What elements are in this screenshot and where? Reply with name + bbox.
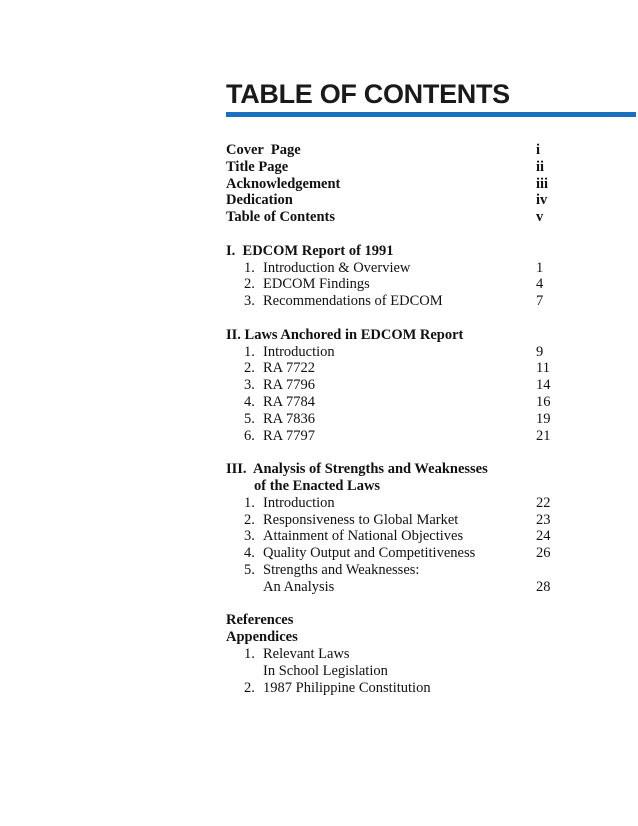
toc-entry-page: 9 <box>536 343 544 360</box>
toc-entry-page: ii <box>536 158 545 175</box>
entry-number: 4. <box>244 545 255 562</box>
entry-number: 1. <box>244 343 255 360</box>
toc-entry-page: 16 <box>536 393 551 410</box>
spacer <box>226 444 556 461</box>
spacer <box>226 310 556 327</box>
toc-entry-label <box>244 512 458 529</box>
toc-entry-appendix-1[interactable] <box>226 646 556 663</box>
toc-entry-label <box>244 495 335 512</box>
page-title: TABLE OF CONTENTS <box>226 79 510 109</box>
toc-entry-page: 7 <box>536 293 544 310</box>
entry-text: Relevant Laws <box>263 645 350 662</box>
entry-number: 3. <box>244 377 255 394</box>
toc-entry-label <box>244 428 315 445</box>
toc-entry-dedication[interactable] <box>226 192 556 209</box>
entry-text: Introduction <box>263 343 335 360</box>
toc-entry-page: 24 <box>536 528 551 545</box>
toc-entry-s2-3[interactable] <box>226 377 556 394</box>
entry-text: RA 7836 <box>263 410 315 427</box>
entry-text: Attainment of National Objectives <box>263 528 464 545</box>
entry-text: RA 7722 <box>263 360 315 377</box>
entry-number: 6. <box>244 427 255 444</box>
toc-entry-page: iv <box>536 192 548 209</box>
toc-entry-page: 11 <box>536 360 550 377</box>
entry-text: Quality Output and Competitiveness <box>263 545 476 562</box>
toc-entry-page: 28 <box>536 578 551 595</box>
entry-text: Strengths and Weaknesses: <box>263 561 420 578</box>
toc-entry-appendices[interactable] <box>226 629 556 646</box>
entry-number: 1. <box>244 645 255 662</box>
toc-entry-s2-4[interactable] <box>226 394 556 411</box>
toc-entry-page: 1 <box>536 259 544 276</box>
entry-number: 2. <box>244 679 255 696</box>
toc-entry-page: i <box>536 142 541 158</box>
toc-entry-s3-5[interactable] <box>226 562 556 579</box>
toc-entry-table-of-contents[interactable] <box>226 209 556 226</box>
toc-entry-label <box>244 680 431 697</box>
entry-number: 3. <box>244 293 255 310</box>
toc-entry-page: 4 <box>536 276 544 293</box>
entry-text: In School Legislation <box>263 662 388 679</box>
spacer <box>226 596 556 613</box>
toc-entry-s2-2[interactable] <box>226 360 556 377</box>
toc-entry-s3-2[interactable] <box>226 512 556 529</box>
entry-text: 1987 Philippine Constitution <box>263 679 431 696</box>
toc-entry-cover-page[interactable] <box>226 142 556 159</box>
entry-text: EDCOM Findings <box>263 276 370 293</box>
toc-entry-label <box>244 377 315 394</box>
toc-entry-s3-5-continued[interactable] <box>226 579 556 596</box>
entry-number: 2. <box>244 360 255 377</box>
entry-text: Introduction & Overview <box>263 259 411 276</box>
entry-text: Introduction <box>263 494 335 511</box>
section-heading-3-continued <box>226 478 556 495</box>
toc-entry-acknowledgement[interactable] <box>226 176 556 193</box>
toc-entry-label <box>244 394 315 411</box>
toc-entry-s3-3[interactable] <box>226 528 556 545</box>
toc-entry-s2-1[interactable] <box>226 344 556 361</box>
section-heading-label: II. Laws Anchored in EDCOM Report <box>226 326 464 343</box>
entry-text: RA 7797 <box>263 427 315 444</box>
entry-text: RA 7796 <box>263 377 315 394</box>
entry-number: 5. <box>244 561 255 578</box>
toc-entry-label: Dedication <box>226 192 293 209</box>
toc-entry-s3-1[interactable] <box>226 495 556 512</box>
toc-entry-label: Table of Contents <box>226 209 336 226</box>
toc-entry-page: 14 <box>536 377 551 394</box>
toc-entry-appendix-2[interactable] <box>226 680 556 697</box>
toc-entry-s1-2[interactable] <box>226 276 556 293</box>
section-heading-label: of the Enacted Laws <box>254 477 381 494</box>
toc-entry-references[interactable] <box>226 612 556 629</box>
toc-entry-label <box>244 360 315 377</box>
toc-entry-label <box>244 562 419 579</box>
entry-number: 1. <box>244 259 255 276</box>
toc-entry-label: Appendices <box>226 629 298 646</box>
toc-entry-appendix-1-continued[interactable] <box>226 663 556 680</box>
toc-entry-s1-3[interactable] <box>226 293 556 310</box>
section-heading-label: III. Analysis of Strengths and Weaknesses <box>226 461 488 478</box>
toc-entry-s2-6[interactable] <box>226 428 556 445</box>
section-heading-3[interactable] <box>226 461 556 478</box>
entry-text: An Analysis <box>263 578 335 595</box>
toc-entry-title-page[interactable] <box>226 159 556 176</box>
toc-entry-s3-4[interactable] <box>226 545 556 562</box>
toc-entry-label: Acknowledgement <box>226 175 341 192</box>
title-underline-bar <box>226 112 636 117</box>
entry-number: 5. <box>244 410 255 427</box>
section-heading-2[interactable] <box>226 327 556 344</box>
table-of-contents <box>226 142 556 696</box>
toc-entry-page: 22 <box>536 494 551 511</box>
entry-number: 2. <box>244 511 255 528</box>
toc-entry-label <box>244 260 410 277</box>
entry-number: 2. <box>244 276 255 293</box>
toc-entry-s1-1[interactable] <box>226 260 556 277</box>
toc-entry-label <box>244 646 350 663</box>
toc-entry-page: 23 <box>536 511 551 528</box>
toc-entry-page <box>536 562 556 579</box>
entry-text: Responsiveness to Global Market <box>263 511 459 528</box>
toc-entry-label <box>244 528 463 545</box>
entry-number: 3. <box>244 528 255 545</box>
toc-entry-label <box>244 411 315 428</box>
entry-number: 1. <box>244 494 255 511</box>
toc-entry-label <box>244 344 335 361</box>
section-heading-1[interactable] <box>226 243 556 260</box>
toc-entry-page: iii <box>536 175 549 192</box>
toc-entry-label <box>244 276 370 293</box>
toc-entry-label <box>244 545 475 562</box>
toc-entry-label: Cover Page <box>226 142 301 158</box>
entry-text: RA 7784 <box>263 393 315 410</box>
toc-entry-page: 26 <box>536 545 551 562</box>
toc-entry-s2-5[interactable] <box>226 411 556 428</box>
section-heading-label: I. EDCOM Report of 1991 <box>226 242 394 259</box>
entry-text: Recommendations of EDCOM <box>263 293 443 310</box>
toc-entry-page: v <box>536 209 544 226</box>
toc-entry-label: Title Page <box>226 158 289 175</box>
toc-entry-label <box>244 293 443 310</box>
entry-number: 4. <box>244 393 255 410</box>
spacer <box>226 226 556 243</box>
toc-entry-page: 19 <box>536 410 551 427</box>
toc-entry-label: References <box>226 612 294 629</box>
toc-entry-page: 21 <box>536 427 551 444</box>
